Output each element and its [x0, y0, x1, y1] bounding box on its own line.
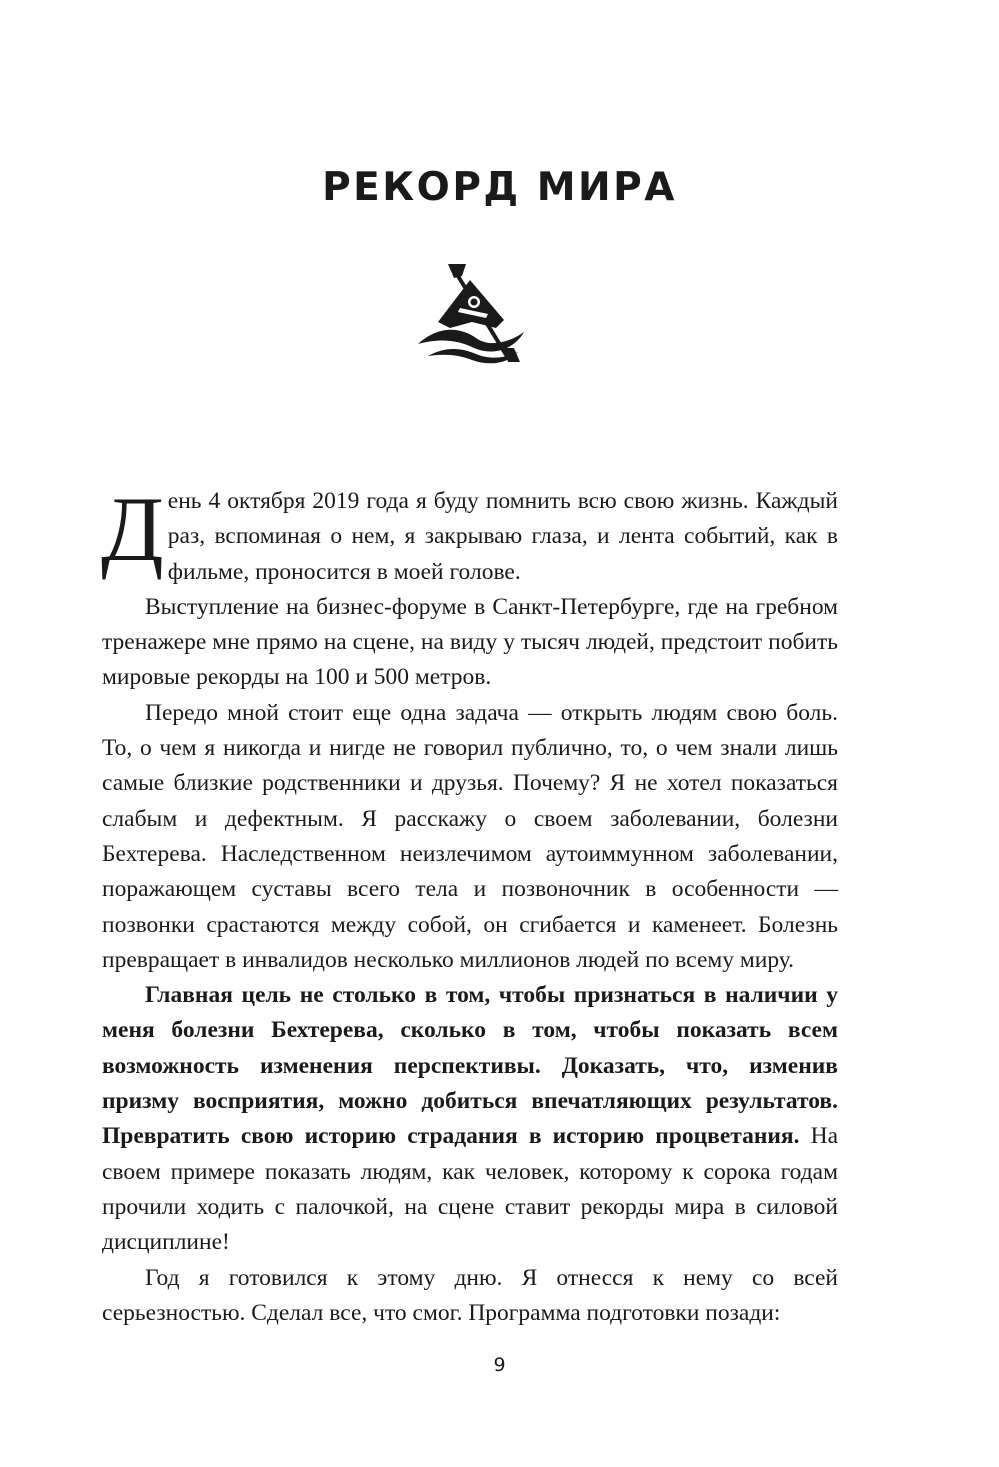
paragraph-5: Год я готовился к этому дню. Я отнесся к нему со всей серьезностью. Сделал все, что смог. Программа подготовки позади:	[102, 1264, 838, 1326]
paragraph-1	[101, 478, 838, 590]
body-text	[101, 478, 838, 1331]
page-number: 9	[493, 1354, 506, 1376]
paragraph-4	[102, 978, 838, 1260]
drop-cap: Д	[101, 478, 164, 580]
kayaker-on-wave-icon	[410, 262, 532, 368]
chapter-title: РЕКОРД МИРА	[322, 165, 677, 210]
paragraph-1-text: ень 4 октября 2019 года я буду помнить всю свою жизнь. Каждый раз, вспоминая о нем, я закрываю глаза, и лента событий, как в фильме, проносится в моей голове.	[167, 488, 838, 585]
paragraph-4-bold: Главная цель не столько в том, чтобы признаться в наличии у меня болезни Бехтерева, сколько в том, чтобы показать всем возможность изменения перспективы. Доказать, что, изменив призму восприятия, можно добиться впечатляющих результатов. Превратить свою историю страдания в историю процветания.	[102, 982, 838, 1150]
paragraph-3: Передо мной стоит еще одна задача — открыть людям свою боль. То, о чем я никогда и нигде не говорил публично, то, о чем знали лишь самые близкие родственники и друзья. Почему? Я не хотел показаться слабым и дефектным. Я расскажу о своем заболевании, болезни Бехтерева. Наследственном неизлечимом аутоиммунном заболевании, поражающем суставы всего тела и позвоночник в особенности — позвонки срастаются между собой, он сгибается и каменеет. Болезнь превращает в инвалидов несколько миллионов людей по всему миру.	[102, 699, 838, 973]
paragraph-4-regular: На своем примере показать людям, как человек, которому к сорока годам прочили ходить с палочкой, на сцене ставит рекорды мира в силовой дисциплине!	[102, 1123, 838, 1256]
paragraph-2: Выступление на бизнес-форуме в Санкт-Петербурге, где на гребном тренажере мне прямо на сцене, на виду у тысяч людей, предстоит побить мировые рекорды на 100 и 500 метров.	[102, 593, 838, 691]
